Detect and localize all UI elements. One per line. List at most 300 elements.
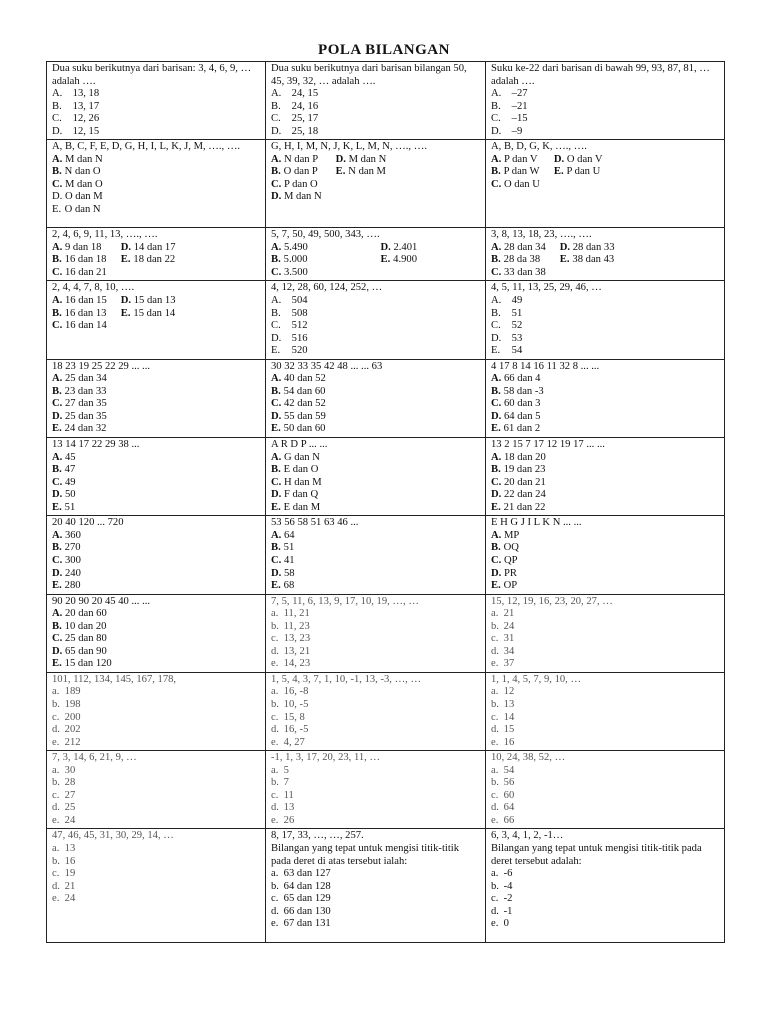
answer-option — [52, 101, 260, 114]
answer-option — [491, 113, 719, 126]
question-text: 30 32 33 35 42 48 ... ... 63 — [271, 360, 383, 372]
answer-option — [52, 658, 260, 671]
option-text: -1 — [503, 905, 513, 917]
question-text: A R D P ... ... — [271, 439, 328, 451]
answer-option — [271, 555, 480, 568]
option-letter: D. — [52, 645, 63, 657]
answer-option — [491, 568, 719, 581]
option-letter: d. — [491, 905, 499, 917]
option-letter: a. — [491, 868, 499, 880]
answer-option — [381, 254, 481, 267]
question-cell — [47, 438, 266, 516]
answer-option — [271, 699, 480, 712]
question-text: -1, 1, 3, 17, 20, 23, 11, … — [271, 752, 381, 764]
option-letter: E. — [52, 580, 62, 592]
option-text: 28 dan 34 — [503, 241, 546, 253]
answer-option — [491, 464, 719, 477]
answer-option — [491, 254, 546, 267]
option-letter: d. — [271, 905, 279, 917]
option-letter: A. — [491, 529, 502, 541]
answer-option — [271, 580, 480, 593]
option-letter: D. — [271, 410, 282, 422]
question-text: 3, 8, 13, 18, 23, …., …. — [491, 229, 592, 241]
option-letter: E. — [491, 423, 501, 435]
option-text: P dan V — [503, 153, 538, 165]
question-cell — [266, 516, 486, 594]
option-letter: d. — [271, 645, 279, 657]
question-text: 47, 46, 45, 31, 30, 29, 14, … — [52, 830, 174, 842]
answer-option — [52, 868, 260, 881]
option-letter: E. — [52, 501, 62, 513]
answer-option — [52, 737, 260, 750]
option-text: 25 dan 80 — [64, 633, 107, 645]
option-text: 42 dan 52 — [283, 398, 326, 410]
option-text: –15 — [511, 113, 528, 125]
answer-option — [52, 204, 260, 217]
option-letter: D. — [553, 153, 565, 165]
answer-option — [271, 881, 480, 894]
question-text: 53 56 58 51 63 46 ... — [271, 517, 359, 529]
answer-option — [52, 633, 260, 646]
option-text: 55 dan 59 — [283, 410, 326, 422]
answer-option — [491, 502, 719, 515]
option-letter: D. — [120, 295, 132, 307]
question-cell — [486, 829, 725, 943]
question-cell — [266, 594, 486, 672]
question-text: 90 20 90 20 45 40 ... ... — [52, 595, 150, 607]
option-letter: C. — [52, 266, 63, 278]
option-text: 300 — [64, 554, 81, 566]
option-text: 53 — [511, 332, 523, 344]
option-letter: D. — [559, 241, 571, 253]
answer-option — [52, 267, 107, 280]
option-text: 16 dan 18 — [64, 254, 107, 266]
question-row — [47, 829, 725, 943]
option-text: 12, 26 — [72, 113, 100, 125]
answer-option — [271, 608, 480, 621]
option-text: 16 dan 15 — [64, 295, 107, 307]
option-text: 14, 23 — [283, 658, 311, 670]
option-letter: C. — [491, 320, 501, 332]
answer-option — [271, 815, 480, 828]
option-letter: D. — [52, 191, 63, 203]
question-row — [47, 140, 725, 228]
option-letter: D. — [271, 567, 282, 579]
option-letter: A. — [271, 529, 282, 541]
answer-option — [491, 580, 719, 593]
answer-option — [271, 765, 480, 778]
answer-option — [52, 568, 260, 581]
option-text: 15 dan 13 — [133, 295, 176, 307]
option-text: 61 dan 2 — [503, 423, 541, 435]
option-letter: c. — [491, 711, 499, 723]
answer-option — [52, 646, 260, 659]
answer-option — [491, 542, 719, 555]
answer-options — [271, 242, 480, 280]
option-text: 25 dan 35 — [64, 410, 107, 422]
answer-option — [491, 333, 719, 346]
answer-option — [271, 633, 480, 646]
answer-option — [52, 893, 260, 906]
option-letter: E. — [553, 166, 564, 178]
option-text: 25, 17 — [291, 113, 319, 125]
question-row — [47, 281, 725, 359]
option-text: 49 — [64, 476, 76, 488]
option-text: 14 — [503, 711, 515, 723]
option-text: 58 — [283, 567, 295, 579]
option-letter: A. — [52, 608, 63, 620]
option-letter: D. — [271, 125, 282, 137]
option-text: 5.490 — [283, 241, 308, 253]
option-letter: A. — [52, 153, 63, 165]
option-text: 41 — [283, 554, 295, 566]
option-text: 64 dan 5 — [503, 410, 541, 422]
answer-options — [491, 154, 719, 192]
answer-option — [491, 555, 719, 568]
answer-option — [121, 254, 260, 267]
option-text: E dan O — [283, 464, 319, 476]
option-text: 64 dan 128 — [283, 880, 331, 892]
option-letter: E. — [52, 658, 62, 670]
option-text: 11 — [283, 789, 294, 801]
option-letter: a. — [52, 842, 60, 854]
option-text: 4, 27 — [283, 736, 305, 748]
option-text: 54 dan 60 — [283, 385, 326, 397]
option-text: 5 — [283, 764, 289, 776]
option-text: -4 — [503, 880, 513, 892]
answer-option — [121, 295, 260, 308]
question-cell — [486, 140, 725, 228]
option-text: 13, 23 — [283, 633, 311, 645]
option-text: 24 dan 32 — [64, 423, 107, 435]
option-letter: B. — [52, 620, 62, 632]
answer-option — [271, 373, 480, 386]
answer-option — [491, 345, 719, 358]
option-letter: B. — [52, 464, 62, 476]
option-letter: a. — [271, 868, 279, 880]
answer-option — [491, 320, 719, 333]
answer-option — [52, 386, 260, 399]
option-text: 200 — [64, 711, 81, 723]
answer-option — [271, 101, 480, 114]
answer-options — [52, 295, 260, 333]
option-letter: C. — [271, 476, 282, 488]
option-letter: b. — [271, 620, 279, 632]
option-letter: b. — [491, 777, 499, 789]
option-text: 11, 21 — [283, 608, 310, 620]
answer-option — [271, 452, 480, 465]
answer-option — [271, 530, 480, 543]
question-text: 18 23 19 25 22 29 ... ... — [52, 360, 150, 372]
answer-option — [52, 154, 260, 167]
option-letter: c. — [271, 893, 279, 905]
answer-option — [491, 881, 719, 894]
option-text: 16 dan 13 — [64, 307, 107, 319]
answer-option — [336, 154, 480, 167]
option-text: 28 — [64, 777, 76, 789]
answer-option — [491, 489, 719, 502]
option-letter: d. — [271, 802, 279, 814]
answer-option — [52, 802, 260, 815]
option-text: 16, -8 — [283, 686, 309, 698]
option-text: 20 dan 60 — [64, 608, 107, 620]
question-text: A, B, C, F, E, D, G, H, I, L, K, J, M, …., …. — [52, 141, 241, 153]
answer-option — [271, 423, 480, 436]
answer-option — [271, 345, 480, 358]
question-text: G, H, I, M, N, J, K, L, M, N, …., …. — [271, 141, 427, 153]
answer-option — [52, 179, 260, 192]
answer-option — [491, 893, 719, 906]
option-text: OP — [503, 580, 518, 592]
answer-option — [52, 555, 260, 568]
option-letter: b. — [52, 855, 60, 867]
option-letter: D. — [380, 241, 391, 253]
option-text: 212 — [64, 736, 81, 748]
answer-option — [52, 398, 260, 411]
question-text: 2, 4, 6, 9, 11, 13, …., …. — [52, 229, 158, 241]
option-letter: c. — [271, 633, 279, 645]
option-letter: B. — [491, 254, 501, 266]
question-text: 13 2 15 7 17 12 19 17 ... ... — [491, 439, 605, 451]
option-letter: B. — [271, 385, 281, 397]
answer-option — [491, 699, 719, 712]
answer-option — [52, 621, 260, 634]
answer-option — [271, 868, 480, 881]
option-text: M dan N — [348, 153, 387, 165]
question-cell — [486, 438, 725, 516]
option-text: 50 dan 60 — [283, 423, 326, 435]
option-text: 15 dan 120 — [64, 658, 112, 670]
question-cell — [486, 62, 725, 140]
option-text: MP — [503, 529, 520, 541]
option-text: 66 dan 130 — [283, 905, 331, 917]
option-text: N dan M — [348, 166, 386, 178]
option-letter: D. — [491, 125, 502, 137]
answer-option — [491, 633, 719, 646]
question-text: 10, 24, 38, 52, … — [491, 752, 566, 764]
option-text: 19 — [64, 868, 76, 880]
answer-option — [271, 191, 322, 204]
question-row — [47, 672, 725, 750]
question-instruction: Bilangan yang tepat untuk mengisi titik-titik pada deret tersebut adalah: — [491, 842, 702, 867]
option-letter: c. — [271, 789, 279, 801]
answer-option — [491, 530, 719, 543]
question-row — [47, 438, 725, 516]
option-letter: B. — [491, 385, 501, 397]
answer-options — [52, 242, 260, 280]
option-letter: B. — [491, 100, 501, 112]
option-text: 16 dan 21 — [64, 266, 107, 278]
question-table — [46, 61, 725, 943]
option-letter: E. — [491, 501, 501, 513]
option-text: 520 — [291, 345, 308, 357]
answer-option — [52, 502, 260, 515]
answer-option — [491, 386, 719, 399]
question-text: E H G J I L K N ... ... — [491, 517, 582, 529]
option-text: 13 — [64, 842, 76, 854]
answer-option — [271, 918, 480, 931]
option-text: 202 — [64, 724, 81, 736]
option-letter: C. — [52, 178, 63, 190]
question-text: 5, 7, 50, 49, 500, 343, …. — [271, 229, 380, 241]
option-text: 13, 21 — [283, 645, 311, 657]
option-text: –27 — [511, 88, 528, 100]
question-text: 7, 3, 14, 6, 21, 9, … — [52, 752, 137, 764]
option-text: 18 dan 22 — [133, 254, 176, 266]
option-letter: D. — [52, 567, 63, 579]
answer-option — [554, 154, 719, 167]
option-text: 56 — [503, 777, 515, 789]
question-text: Suku ke-22 dari barisan di bawah 99, 93, 87, 81, … adalah …. — [491, 63, 710, 87]
option-letter: c. — [491, 893, 499, 905]
option-text: 10 dan 20 — [64, 620, 107, 632]
question-cell — [47, 751, 266, 829]
question-cell — [486, 228, 725, 281]
option-letter: d. — [52, 724, 60, 736]
question-cell — [486, 516, 725, 594]
option-letter: D. — [491, 567, 502, 579]
option-letter: e. — [271, 736, 279, 748]
option-letter: B. — [271, 464, 281, 476]
option-letter: e. — [491, 736, 499, 748]
question-text: 4, 12, 28, 60, 124, 252, … — [271, 282, 383, 294]
answer-option — [491, 154, 540, 167]
question-cell — [486, 359, 725, 437]
option-letter: E. — [271, 580, 281, 592]
option-letter: B. — [491, 166, 501, 178]
answer-option — [52, 580, 260, 593]
option-text: 26 — [283, 814, 295, 826]
option-letter: C. — [491, 113, 501, 125]
option-text: P dan W — [503, 166, 540, 178]
answer-option — [491, 646, 719, 659]
answer-option — [491, 373, 719, 386]
option-text: 60 dan 3 — [503, 398, 541, 410]
question-cell — [47, 594, 266, 672]
answer-option — [52, 815, 260, 828]
option-letter: b. — [491, 698, 499, 710]
option-text: 16 — [503, 736, 515, 748]
option-letter: A. — [52, 373, 63, 385]
answer-option — [381, 242, 481, 255]
answer-option — [271, 686, 480, 699]
option-text: 19 dan 23 — [503, 464, 546, 476]
option-letter: b. — [271, 698, 279, 710]
option-text: 67 dan 131 — [283, 918, 331, 930]
answer-option — [491, 101, 719, 114]
answer-option — [491, 868, 719, 881]
answer-option — [271, 893, 480, 906]
option-text: 24, 16 — [291, 100, 319, 112]
option-text: 68 — [283, 580, 295, 592]
option-letter: d. — [491, 645, 499, 657]
answer-option — [491, 308, 719, 321]
option-text: 12 — [503, 686, 515, 698]
question-text: 20 40 120 ... 720 — [52, 517, 124, 529]
answer-option — [271, 737, 480, 750]
option-letter: e. — [52, 893, 60, 905]
option-text: 13 — [283, 802, 295, 814]
answer-option — [491, 621, 719, 634]
option-text: H dan M — [283, 476, 322, 488]
answer-option — [52, 881, 260, 894]
answer-option — [491, 242, 546, 255]
option-text: 16 — [64, 855, 76, 867]
option-letter: C. — [271, 266, 282, 278]
answer-options — [491, 242, 719, 280]
question-cell — [486, 594, 725, 672]
answer-option — [271, 790, 480, 803]
option-text: 37 — [503, 658, 515, 670]
option-letter: A. — [271, 88, 282, 100]
option-letter: e. — [52, 814, 60, 826]
option-letter: E. — [52, 423, 62, 435]
option-letter: D. — [335, 153, 346, 165]
option-text: 15, 8 — [283, 711, 305, 723]
question-text: 6, 3, 4, 1, 2, -1… — [491, 830, 564, 842]
option-text: O dan U — [503, 178, 540, 190]
question-text: 101, 112, 134, 145, 167, 178, — [52, 673, 177, 685]
answer-option — [271, 724, 480, 737]
answer-option — [560, 254, 719, 267]
answer-option — [52, 242, 107, 255]
option-letter: B. — [52, 307, 62, 319]
option-text: -2 — [503, 893, 513, 905]
answer-option — [52, 88, 260, 101]
option-text: –9 — [511, 125, 523, 137]
option-text: 18 dan 20 — [503, 451, 546, 463]
question-cell — [47, 62, 266, 140]
option-letter: A. — [271, 153, 282, 165]
option-letter: D. — [52, 489, 63, 501]
option-text: 25, 18 — [291, 125, 319, 137]
option-letter: a. — [491, 608, 499, 620]
question-cell — [47, 672, 266, 750]
answer-option — [491, 267, 546, 280]
option-letter: B. — [271, 254, 281, 266]
question-cell — [266, 228, 486, 281]
option-letter: B. — [491, 307, 501, 319]
option-letter: A. — [271, 373, 282, 385]
option-text: 5.000 — [283, 254, 308, 266]
option-text: 360 — [64, 529, 81, 541]
option-letter: d. — [271, 724, 279, 736]
answer-option — [52, 254, 107, 267]
option-letter: C. — [491, 398, 502, 410]
option-letter: E. — [271, 345, 281, 357]
answer-option — [52, 113, 260, 126]
option-text: 516 — [291, 332, 308, 344]
question-cell — [47, 829, 266, 943]
option-letter: B. — [271, 100, 281, 112]
question-text: 1, 5, 4, 3, 7, 1, 10, -1, 13, -3, …, … — [271, 673, 422, 685]
option-letter: C. — [271, 178, 282, 190]
option-text: 25 dan 34 — [64, 373, 107, 385]
option-letter: e. — [271, 918, 279, 930]
answer-option — [491, 906, 719, 919]
option-letter: c. — [52, 711, 60, 723]
option-text: 24, 15 — [291, 88, 319, 100]
question-cell — [266, 62, 486, 140]
answer-option — [491, 790, 719, 803]
question-text: 4, 5, 11, 13, 25, 29, 46, … — [491, 282, 602, 294]
option-letter: B. — [491, 542, 501, 554]
option-letter: D. — [491, 410, 502, 422]
option-letter: C. — [52, 633, 63, 645]
option-text: 24 — [64, 814, 76, 826]
option-letter: b. — [491, 880, 499, 892]
answer-option — [491, 88, 719, 101]
